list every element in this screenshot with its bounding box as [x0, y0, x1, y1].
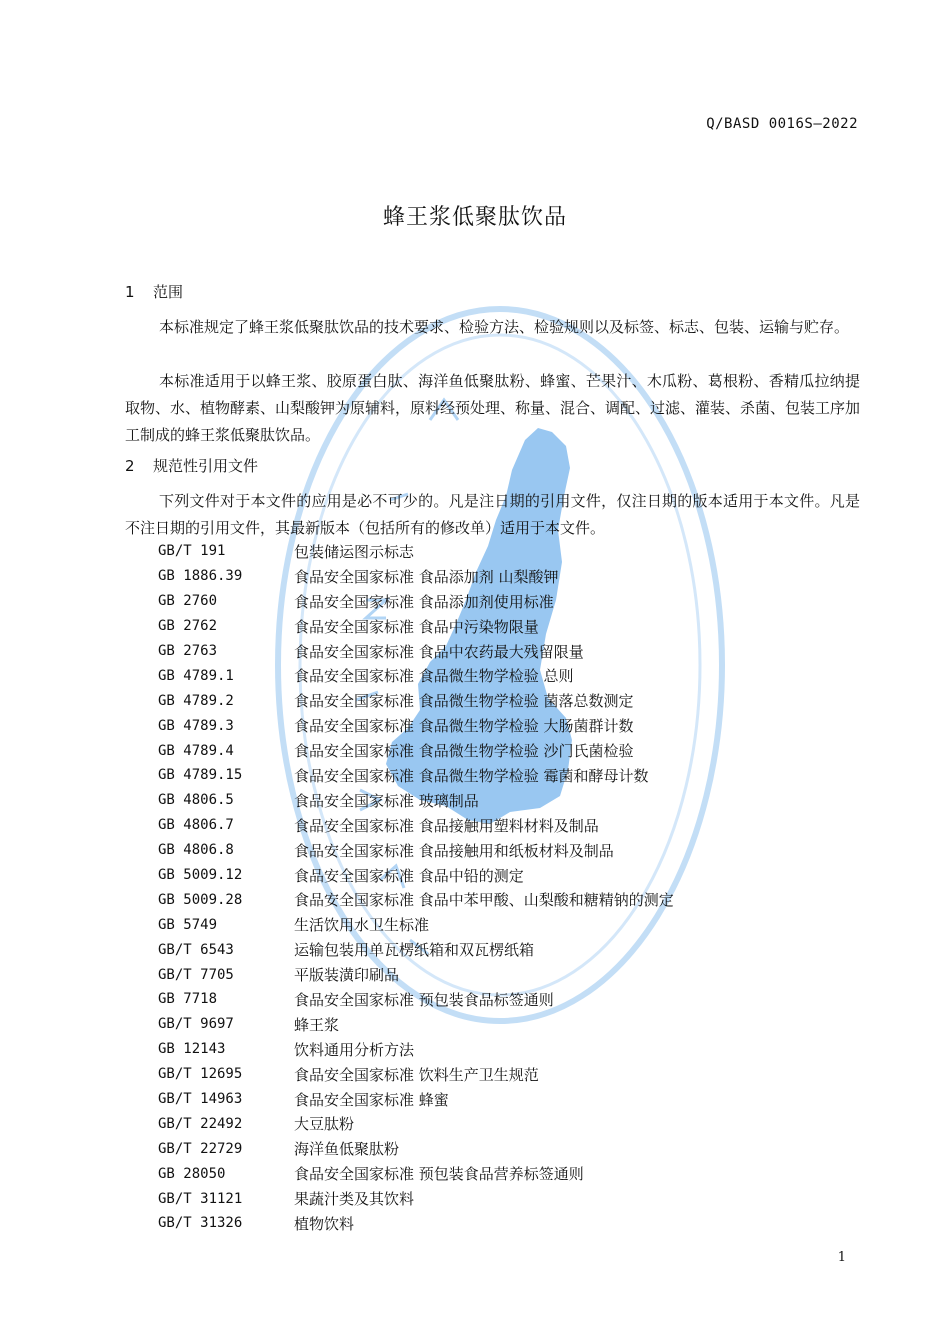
reference-title: 食品安全国家标准 食品中苯甲酸、山梨酸和糖精钠的测定 [294, 891, 674, 910]
standard-code: Q/BASD 0016S—2022 [706, 116, 858, 132]
reference-title: 食品安全国家标准 食品添加剂 山梨酸钾 [294, 567, 559, 586]
reference-row [158, 688, 858, 713]
reference-row [158, 1012, 858, 1037]
reference-code: GB/T 22729 [158, 1140, 243, 1157]
section-heading-scope [125, 281, 183, 302]
reference-code: GB 28050 [158, 1165, 226, 1182]
section-number: 2 [125, 457, 135, 475]
scope-paragraph-2: 本标准适用于以蜂王浆、胶原蛋白肽、海洋鱼低聚肽粉、蜂蜜、芒果汁、木瓜粉、葛根粉、香精瓜拉纳提取物、水、植物酵素、山梨酸钾为原辅料，原料经预处理、称量、混合、调配、过滤、灌装、杀菌、包装工序加工制成的蜂王浆低聚肽饮品。 [125, 372, 861, 444]
reference-row [158, 1136, 858, 1161]
reference-title: 食品安全国家标准 玻璃制品 [294, 791, 479, 810]
section-heading-normative-references [125, 455, 258, 476]
reference-row [158, 788, 858, 813]
reference-code: GB 2762 [158, 618, 218, 635]
reference-title: 平版装潢印刷品 [294, 966, 400, 985]
reference-row [158, 987, 858, 1012]
section-number: 1 [125, 283, 135, 301]
reference-row [158, 763, 858, 788]
reference-code: GB 4789.15 [158, 767, 243, 784]
reference-list [158, 539, 858, 1236]
reference-title: 食品安全国家标准 食品中铅的测定 [294, 866, 524, 885]
reference-row [158, 738, 858, 763]
reference-code: GB 5009.12 [158, 867, 243, 884]
reference-row [158, 614, 858, 639]
reference-code: GB/T 31326 [158, 1215, 243, 1232]
reference-row [158, 937, 858, 962]
reference-title: 食品安全国家标准 蜂蜜 [294, 1090, 449, 1109]
reference-code: GB 2763 [158, 643, 218, 659]
reference-title: 食品安全国家标准 食品微生物学检验 沙门氏菌检验 [294, 742, 634, 761]
reference-row [158, 539, 858, 564]
reference-title: 生活饮用水卫生标准 [294, 916, 430, 935]
reference-row [158, 912, 858, 937]
reference-title: 蜂王浆 [294, 1015, 340, 1034]
reference-code: GB 12143 [158, 1041, 226, 1058]
reference-row [158, 564, 858, 589]
reference-row [158, 863, 858, 888]
reference-code: GB 4806.5 [158, 792, 234, 809]
reference-title: 食品安全国家标准 食品微生物学检验 总则 [294, 667, 574, 686]
reference-title: 食品安全国家标准 食品微生物学检验 菌落总数测定 [294, 692, 634, 711]
reference-code: GB 5749 [158, 916, 218, 933]
reference-code: GB/T 14963 [158, 1091, 243, 1108]
reference-row [158, 663, 858, 688]
document-title: 蜂王浆低聚肽饮品 [382, 205, 567, 230]
reference-row [158, 589, 858, 614]
reference-title: 运输包装用单瓦楞纸箱和双瓦楞纸箱 [294, 941, 535, 960]
reference-title: 食品安全国家标准 食品中农药最大残留限量 [294, 642, 584, 661]
reference-title: 植物饮料 [294, 1214, 355, 1233]
reference-title: 食品安全国家标准 预包装食品标签通则 [294, 990, 554, 1009]
reference-code: GB/T 22492 [158, 1115, 243, 1132]
reference-title: 包装储运图示标志 [294, 542, 415, 561]
section-title: 规范性引用文件 [153, 457, 259, 475]
reference-code: GB 5009.28 [158, 891, 243, 908]
references-intro-paragraph: 下列文件对于本文件的应用是必不可少的。凡是注日期的引用文件，仅注日期的版本适用于本文件。凡是不注日期的引用文件，其最新版本（包括所有的修改单）适用于本文件。 [125, 492, 860, 537]
reference-row [158, 639, 858, 664]
reference-code: GB 4789.1 [158, 667, 234, 684]
reference-code: GB 4789.3 [158, 717, 234, 734]
reference-code: GB/T 31121 [158, 1190, 243, 1207]
section-title: 范围 [153, 283, 184, 301]
reference-title: 大豆肽粉 [294, 1115, 355, 1134]
reference-row [158, 887, 858, 912]
reference-row [158, 1211, 858, 1236]
reference-row [158, 1161, 858, 1186]
reference-code: GB 2760 [158, 593, 218, 610]
reference-code: GB/T 191 [158, 543, 226, 560]
reference-row [158, 1111, 858, 1136]
reference-title: 食品安全国家标准 食品微生物学检验 霉菌和酵母计数 [294, 766, 649, 785]
reference-code: GB/T 7705 [158, 966, 234, 983]
reference-title: 食品安全国家标准 食品接触用和纸板材料及制品 [294, 841, 614, 860]
reference-row [158, 962, 858, 987]
reference-code: GB 4789.4 [158, 742, 234, 759]
reference-code: GB 4806.8 [158, 842, 234, 859]
reference-code: GB 4789.2 [158, 692, 234, 709]
reference-row [158, 813, 858, 838]
reference-code: GB/T 9697 [158, 1016, 234, 1033]
reference-title: 食品安全国家标准 预包装食品营养标签通则 [294, 1165, 584, 1184]
reference-row [158, 1062, 858, 1087]
reference-title: 食品安全国家标准 食品微生物学检验 大肠菌群计数 [294, 717, 634, 736]
reference-code: GB/T 6543 [158, 941, 234, 958]
reference-code: GB 7718 [158, 991, 218, 1008]
reference-title: 果蔬汁类及其饮料 [294, 1190, 415, 1209]
reference-row [158, 1037, 858, 1062]
reference-row [158, 838, 858, 863]
page-number: 1 [837, 1250, 846, 1265]
reference-title: 食品安全国家标准 饮料生产卫生规范 [294, 1065, 539, 1084]
reference-code: GB 1886.39 [158, 568, 243, 585]
scope-paragraph-1: 本标准规定了蜂王浆低聚肽饮品的技术要求、检验方法、检验规则以及标签、标志、包装、运输与贮存。 [159, 318, 850, 336]
reference-row [158, 1087, 858, 1112]
reference-row [158, 713, 858, 738]
reference-code: GB/T 12695 [158, 1066, 243, 1083]
reference-code: GB 4806.7 [158, 817, 234, 834]
reference-title: 食品安全国家标准 食品接触用塑料材料及制品 [294, 816, 599, 835]
reference-title: 饮料通用分析方法 [294, 1040, 415, 1059]
reference-title: 食品安全国家标准 食品中污染物限量 [294, 617, 539, 636]
reference-title: 食品安全国家标准 食品添加剂使用标准 [294, 592, 554, 611]
reference-title: 海洋鱼低聚肽粉 [294, 1140, 400, 1159]
reference-row [158, 1186, 858, 1211]
